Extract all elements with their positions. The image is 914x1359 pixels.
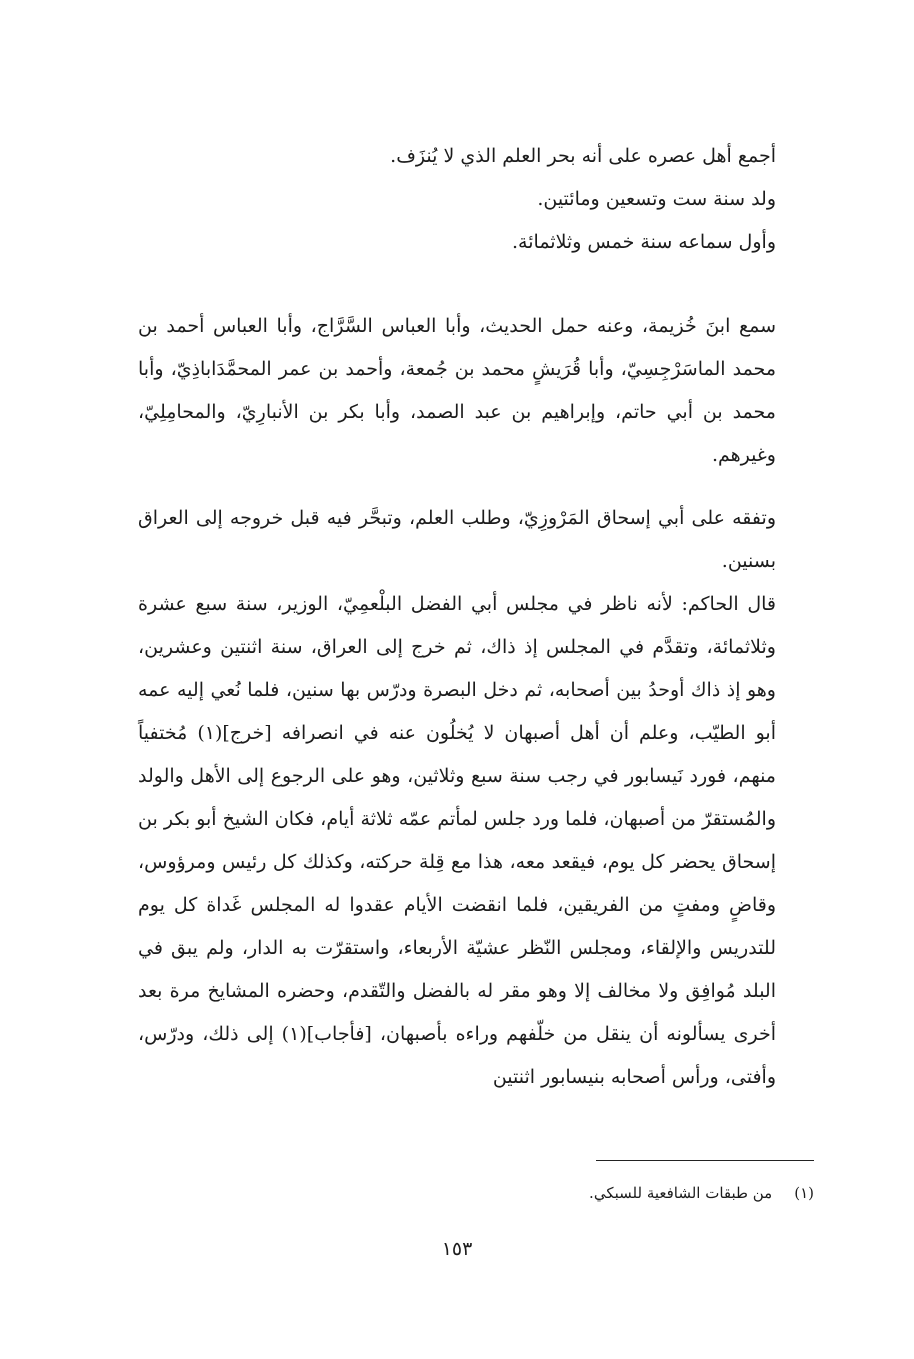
intro-line-consensus: أجمع أهل عصره على أنه بحر العلم الذي لا يُنزَف. [390,145,776,167]
hakim-paragraph [138,583,814,1099]
footnote [589,1178,814,1208]
footnote-text: من طبقات الشافعية للسبكي. [589,1184,773,1202]
hakim-text: قال الحاكم: لأنه ناظر في مجلس أبي الفضل البلْعمِيّ، الوزير، سنة سبع عشرة وثلاثمائة، وتقدَّم في المجلس إذ ذاك، ثم خرج إلى العراق، سنة اثنتين وعشرين، وهو إذ ذاك أوحدُ بين أصحابه، ثم دخل البصرة ودرّس بها سنين، فلما نُعي إليه عمه أبو الطيّب، وعلم أن أهل أصبهان لا يُخلُون عنه في انصرافه [خرج](١) مُختفياً منهم، فورد نَيسابور في رجب سنة سبع وثلاثين، وهو على الرجوع إلى الأهل والولد والمُستقرّ من أصبهان، فلما ورد جلس لمأتم عمّه ثلاثة أيام، فكان الشيخ أبو بكر بن إسحاق يحضر كل يوم، فيقعد معه، هذا مع قِلة حركته، وكذلك كل رئيس ومرؤوس، وقاضٍ ومفتٍ من الفريقين، فلما انقضت الأيام عقدوا له المجلس غَداة كل يوم للتدريس والإلقاء، ومجلس النّظر عشيّة الأربعاء، واستقرّت به الدار، ولم يبق في البلد مُوافِق ولا مخالف إلا وهو مقر له بالفضل والتّقدم، وحضره المشايخ مرة بعد أخرى يسألونه أن ينقل من خلّفهم وراءه بأصبهان، [فأجاب](١) إلى ذلك، ودرّس، وأفتى، ورأس أصحابه بنيسابور اثنتين [138,593,777,1088]
footnote-number: (١) [794,1184,814,1202]
teachers-text: سمع ابنَ خُزيمة، وعنه حمل الحديث، وأبا العباس السَّرَّاج، وأبا العباس أحمد بن محمد الماسَرْجِسِيّ، وأبا قُرَيشٍ محمد بن جُمعة، وأحمد بن عمر المحمَّدَاباذِيّ، وأبا محمد بن أبي حاتم، وإبراهيم بن عبد الصمد، وأبا بكر بن الأنبارِيّ، والمحامِلِيّ، وغيرهم. [138,315,776,466]
study-paragraph [138,497,814,583]
intro-line-birth: ولد سنة ست وتسعين ومائتين. [537,188,776,210]
footnote-separator [596,1160,814,1161]
intro-paragraphs [138,135,814,264]
intro-line-first-hearing: وأول سماعه سنة خمس وثلاثمائة. [512,231,776,253]
study-text: وتفقه على أبي إسحاق المَرْوزِيّ، وطلب العلم، وتبحَّر فيه قبل خروجه إلى العراق بسنين. [138,507,776,572]
teachers-paragraph [138,305,814,477]
page-number: ١٥٣ [441,1238,473,1260]
